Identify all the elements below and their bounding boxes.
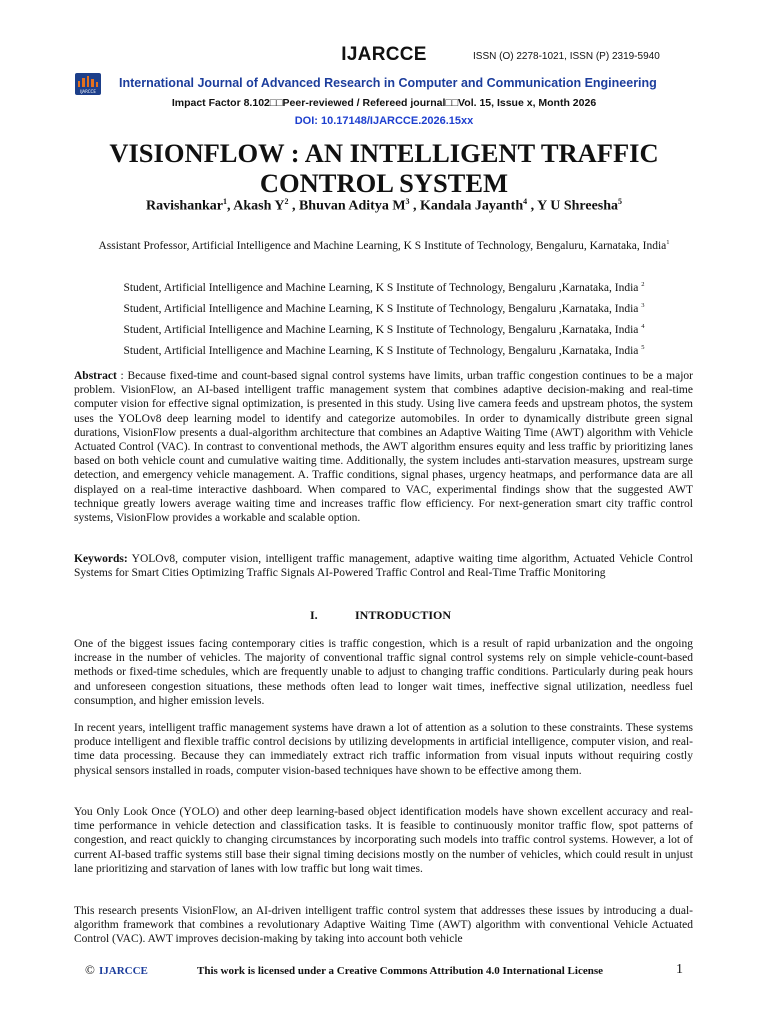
- author-sup: 5: [618, 197, 623, 206]
- affiliation-5: [74, 337, 694, 362]
- page-number: 1: [676, 962, 683, 977]
- license-text: This work is licensed under a Creative Commons Attribution 4.0 International License: [197, 965, 603, 977]
- author-name: Kandala Jayanth: [420, 198, 524, 214]
- author-name: Y U Shreesha: [537, 198, 619, 214]
- author-sup: 4: [523, 197, 528, 206]
- affiliation-text: Student, Artificial Intelligence and Machine Learning, K S Institute of Technology, Bengaluru ,Karnataka, India: [123, 344, 642, 357]
- affiliation-sup: 1: [666, 239, 670, 246]
- issn-text: ISSN (O) 2278-1021, ISSN (P) 2319-5940: [473, 51, 660, 62]
- section-title: INTRODUCTION: [355, 608, 452, 622]
- journal-name: IJARCCE: [341, 44, 427, 65]
- title-line-2: CONTROL SYSTEM: [259, 168, 509, 198]
- logo-text: IJARCCE: [80, 89, 96, 94]
- abstract-text: : Because fixed-time and count-based signal control systems have limits, urban traffic congestion continues to be a major problem. VisionFlow, an AI-based intelligent traffic management system that combines adaptive decision-making and real-time computer vision for effective signal optimization, is presented in this study. Using live camera feeds and upstream photos, the system uses the YOLOv8 deep learning model to identify and categorize automobiles. In order to dynamically distribute green signal durations, VisionFlow presents a dual-algorithm architecture that combines an Adaptive Waiting Time (AWT) algorithm with Vehicle Actuated Control (VAC). In contrast to conventional methods, the AWT algorithm ensures equity and less traffic by prioritizing lanes based on both vehicle count and cumulative waiting time. Additionally, the system includes anti-starvation measures, upstream surge detection, and emergency vehicle management. A. Traffic conditions, signal phases, urgency heatmaps, and performance data are all displayed on a real-time interactive dashboard. When compared to VAC, experimental findings show that the suggested AWT technique greatly lowers average waiting time and increases traffic flow efficiency. For next-generation smart city traffic control systems, VisionFlow provides a workable and scalable option.: [74, 370, 693, 525]
- doi-link[interactable]: DOI: 10.17148/IJARCCE.2026.15xx: [294, 115, 474, 127]
- affiliation-sup: 4: [641, 323, 645, 330]
- intro-paragraph-2: In recent years, intelligent traffic management systems have drawn a lot of attention as a solution to these constraints. These systems produce intelligent and flexible traffic control decisions by utilizing developments in artificial intelligence, computer vision, and real-time data processing. Because they can immediately extract rich traffic information from visual inputs without requiring costly physical sensors installed in roads, computer vision-based techniques have shown to be effective among them.: [74, 722, 693, 777]
- author-sep: ,: [288, 198, 299, 214]
- author-list: [60, 197, 708, 215]
- impact-line: Impact Factor 8.102□□Peer-reviewed / Refereed journal□□Vol. 15, Issue x, Month 2026: [171, 97, 597, 109]
- journal-full-name: International Journal of Advanced Research in Computer and Communication Engineering: [119, 76, 657, 90]
- intro-paragraph-3: You Only Look Once (YOLO) and other deep learning-based object identification models have shown excellent accuracy and real-time performance in vehicle detection and classification tasks. It is feasible to continuously monitor traffic flow, spot patterns of congestion, and react quickly to changing circumstances by incorporating such models into traffic control systems. However, a lot of current AI-based traffic systems still base their signal timing decisions mostly on the number of vehicles, which could result in unjust lane prioritizing and starvation of lanes with low traffic but long wait times.: [74, 806, 693, 875]
- affiliation-1: [74, 232, 694, 257]
- footer-brand[interactable]: IJARCCE: [99, 965, 148, 977]
- author-sup: 1: [222, 197, 227, 206]
- keywords-label: Keywords:: [74, 553, 128, 565]
- keywords-text: YOLOv8, computer vision, intelligent traffic management, adaptive waiting time algorithm, Actuated Vehicle Control Systems for Smart Cities Optimizing Traffic Signals AI-Powered Traffic Control and Real-Time Traffic Monitoring: [74, 553, 693, 580]
- author-sup: 3: [405, 197, 410, 206]
- affiliation-sup: 2: [641, 281, 645, 288]
- title-line-1: VISIONFLOW : AN INTELLIGENT TRAFFIC: [109, 138, 659, 168]
- affiliation-text: Assistant Professor, Artificial Intelligence and Machine Learning, K S Institute of Technology, Bengaluru, Karnataka, India: [98, 239, 667, 252]
- keywords: [74, 552, 693, 580]
- abstract-label: Abstract: [74, 370, 117, 382]
- author-sep: ,: [226, 198, 234, 214]
- affiliation-text: Student, Artificial Intelligence and Machine Learning, K S Institute of Technology, Bengaluru ,Karnataka, India: [123, 281, 642, 294]
- intro-paragraph-1: One of the biggest issues facing contemporary cities is traffic congestion, which is a result of rapid urbanization and the ongoing increase in the number of vehicles. The majority of conventional traffic signal control systems rely on simple vehicle-count-based methods or fixed-time schedules, which are frequently unable to adjust to changing traffic conditions. Particularly during peak hours and unforeseen congestion situations, these methods often lead to longer wait times, ineffective signal utilization, needless fuel consumption, and higher emission levels.: [74, 638, 693, 707]
- author-sep: ,: [409, 198, 421, 214]
- author-name: Ravishankar: [145, 198, 223, 214]
- author-name: Bhuvan Aditya M: [298, 198, 406, 214]
- affiliation-text: Student, Artificial Intelligence and Machine Learning, K S Institute of Technology, Bengaluru ,Karnataka, India: [123, 323, 642, 336]
- journal-logo: [75, 73, 101, 95]
- author-sup: 2: [284, 197, 289, 206]
- paper-title: [60, 138, 708, 198]
- affiliation-text: Student, Artificial Intelligence and Machine Learning, K S Institute of Technology, Bengaluru ,Karnataka, India: [123, 302, 642, 315]
- copyright-symbol: ©: [85, 962, 95, 977]
- abstract: [74, 369, 693, 525]
- intro-paragraph-4: This research presents VisionFlow, an AI-driven intelligent traffic control system that addresses these issues by introducing a dual-algorithm framework that combines a revolutionary Adaptive Waiting Time (AWT) algorithm with conventional Vehicle Actuated Control (VAC). AWT improves decision-making by taking into account both vehicle: [74, 905, 693, 946]
- section-number: I.: [310, 608, 318, 622]
- author-name: Akash Y: [233, 198, 285, 214]
- affiliation-sup: 5: [641, 344, 645, 351]
- page-footer: [0, 962, 768, 982]
- affiliation-sup: 3: [641, 302, 645, 309]
- author-sep: ,: [527, 198, 538, 214]
